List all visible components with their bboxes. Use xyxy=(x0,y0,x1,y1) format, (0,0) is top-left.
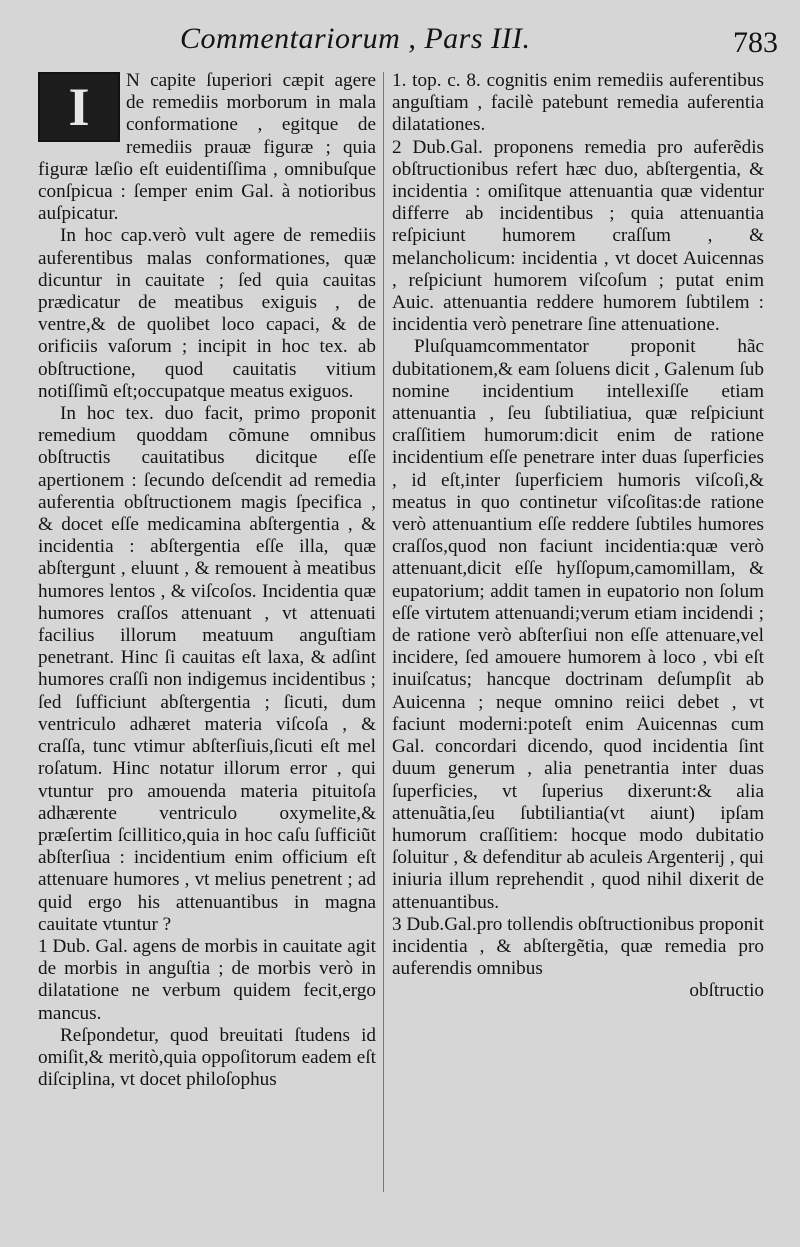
dubium-2: 2 Dub.Gal. proponens remedia pro auferẽdis obſtructionibus refert hæc duo, abſtergentia, & incidentia : omiſitque attenuantia quæ videntur differre ab incidentibus ; quia attenuantia reſpiciunt humorem craſſum , & melancholicum: incidentia , vt docet Auicennas , reſpiciunt humorem viſcoſum ; putat enim Auic. attenuantia reddere humorem ſubtilem : incidentia verò penetrare ſine attenuatione. xyxy=(392,136,764,336)
paragraph: In hoc cap.verò vult agere de remediis auferentibus malas conformationes, quæ dicuntur in cauitate ; ſed quia cauitas prædicatur de meatibus exiguis , de ventre,& de quolibet loco capaci, & de orificiis vaſorum ; incipit in hoc tex. ab obſtructione, quod cauitatis vitium notiſſimũ eſt;occupatque meatus exiguos. xyxy=(38,225,376,402)
paragraph: In hoc tex. duo facit, primo proponit remedium quoddam cõmune omnibus obſtructis cauitatibus dicitque eſſe apertionem : ſecundo deſcendit ad remedia auferentia obſtructionem magis ſpecifica , & docet eſſe medicamina abſtergentia , & incidentia : abſtergentia eſſe illa, quæ abſtergunt , eluunt , & remouent à meatibus humores lentos , & viſcoſos. Incidentia quæ humores craſſos attenuant , vt attenuati facilius illorum meatuum anguſtiam penetrant. Hinc ſi cauitas eſt laxa, & adſint humores craſſi non indigemus incidentibus ; ſed ſufficiunt abſtergentia ; ſicuti, dum ventriculo adhæret materia viſcoſa , & craſſa, tunc vtimur abſterſiuis,ſicuti eſt mel roſatum. Hinc notatur illorum error , qui vtuntur pro amouenda materia pituitoſa adhærente ventriculo oxymelite,& præſertim ſcillitico,quia in hoc caſu ſufficiũt abſterſiua : incidentium enim officium eſt attenuare humores , vt melius penetrent ; ad quid ergo his attenuantibus in magna cauitate vtuntur ? xyxy=(38,403,376,935)
opening-paragraph xyxy=(38,70,376,225)
paragraph: Reſpondetur, quod breuitati ſtudens id omiſit,& meritò,quia oppoſitorum eadem eſt diſciplina, vt docet philoſophus xyxy=(38,1024,376,1091)
ornamental-initial: I xyxy=(38,72,120,142)
right-column xyxy=(392,70,764,1003)
paragraph: Pluſquamcommentator proponit hãc dubitationem,& eam ſoluens dicit , Galenum ſub nomine incidentium intellexiſſe etiam attenuantia , ſeu ſubtiliatiua, quæ reſpiciunt craſſitiem humorum:dicit enim de ratione incidentium eſſe penetrare inter duas ſuperficies , id eſt,inter ſuperficiem humoris viſcoſi,& meatus in quo continetur viſcoſitas:de ratione verò attenuantium eſſe reddere ſubtiles humores craſſos,quod non faciunt incidentia:quæ verò attenuant,dicit eſſe hyſſopum,camomillam, & eupatorium; addit tamen in eupatorio non ſolum eſſe virtutem attenuandi;verum etiam incidendi ; de ratione verò abſterſiui non eſſe attenuare,vel incidere, ſed amouere humorem à loco , vbi eſt inuiſcatus; hancque doctrinam deſumpſit ab Auicenna ; neque omnino reiici debet , vt faciunt moderni:poteſt enim Auicennas cum Gal. concordari dicendo, quod incidentia ſint duum generum , alia penetrantia inter duas ſuperficies, vt ſuperius dixerunt:& alia attenuãtia,ſeu ſubtiliantia(vt aiunt) ipſam humorum craſſitiem: hocque modo dubitatio ſoluitur , & defenditur ab aculeis Argenterij , qui iniuria illum reprehendit , quod nihil dixerit de attenuantibus. xyxy=(392,336,764,913)
dubium-3: 3 Dub.Gal.pro tollendis obſtructionibus proponit incidentia , & abſtergẽtia, quæ remedia pro auferendis omnibus xyxy=(392,913,764,980)
opening-paragraph-text: N capite ſuperiori cæpit agere de remediis morborum in mala conformatione , egitque de remediis prauæ figuræ ; quia figuræ læſio eſt euidentiſſima , omnibuſque conſpicua : ſemper enim Gal. à notioribus auſpicatur. xyxy=(38,70,376,225)
dubium-1: 1 Dub. Gal. agens de morbis in cauitate agit de morbis in anguſtia ; de morbis verò in dilatatione ne verbum quidem fecit,ergo mancus. xyxy=(38,935,376,1024)
running-head xyxy=(0,22,800,62)
paragraph: 1. top. c. 8. cognitis enim remediis auferentibus anguſtiam , facilè patebunt remedia auferentia dilatationes. xyxy=(392,70,764,136)
page-number: 783 xyxy=(733,26,778,59)
catchword: obſtructio xyxy=(689,980,764,1002)
page-title: Commentariorum , Pars III. xyxy=(180,22,531,55)
column-divider xyxy=(383,72,384,1192)
left-column xyxy=(38,70,376,1091)
